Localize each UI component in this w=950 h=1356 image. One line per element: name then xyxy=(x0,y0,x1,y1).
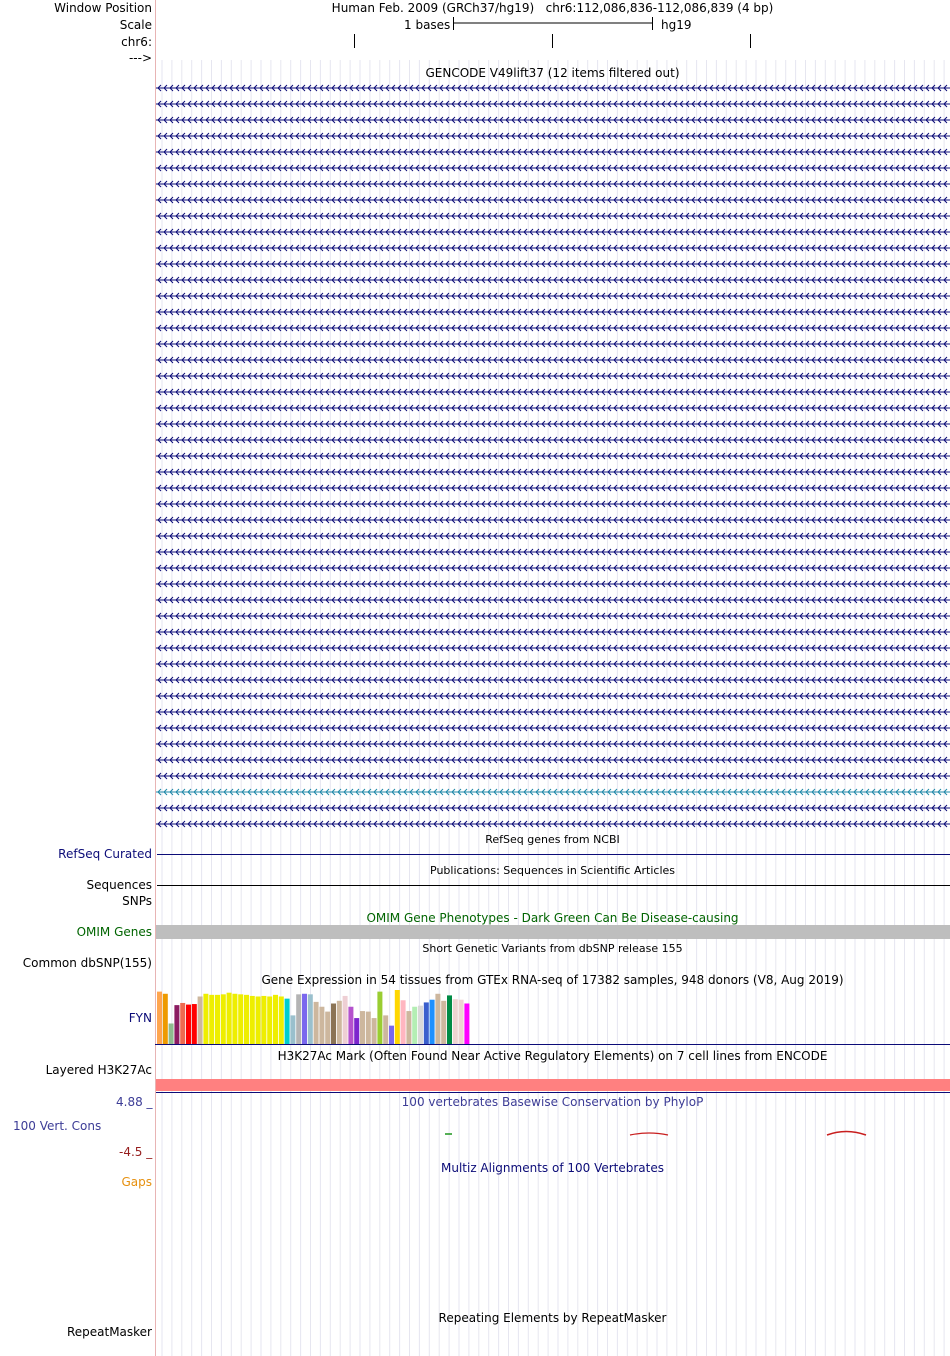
gtex-tissue-bar xyxy=(418,1006,423,1044)
gtex-tissue-bar xyxy=(221,994,226,1044)
gencode-transcript[interactable] xyxy=(156,498,950,510)
gtex-tissue-bar xyxy=(203,994,208,1044)
gtex-tissue-bar xyxy=(279,996,284,1044)
gencode-transcript[interactable] xyxy=(156,402,950,414)
gencode-transcript[interactable] xyxy=(156,546,950,558)
gencode-transcript[interactable] xyxy=(156,818,950,830)
phylop-mark-4 xyxy=(827,1132,866,1136)
gtex-tissue-bar xyxy=(360,1011,365,1044)
h3k27ac-title: H3K27Ac Mark (Often Found Near Active Regulatory Elements) on 7 cell lines from ENCODE xyxy=(277,1049,828,1063)
gtex-tissue-bar xyxy=(464,1004,469,1045)
gtex-label[interactable]: FYN xyxy=(128,1011,152,1025)
gtex-tissue-bar xyxy=(186,1005,191,1044)
phylop-mark-3 xyxy=(630,1133,668,1135)
gtex-tissue-bar xyxy=(261,996,266,1044)
h3k27ac-baseline xyxy=(156,1092,950,1093)
gencode-transcript[interactable] xyxy=(156,722,950,734)
scale-assembly: hg19 xyxy=(661,18,692,32)
gencode-transcript[interactable] xyxy=(156,642,950,654)
gencode-transcript[interactable] xyxy=(156,274,950,286)
gtex-tissue-bar xyxy=(163,994,168,1044)
scale-label: Scale xyxy=(119,18,152,32)
chrom-label: chr6: xyxy=(121,35,152,49)
gencode-transcript[interactable] xyxy=(156,530,950,542)
position-tick xyxy=(354,34,355,48)
snps-label[interactable]: SNPs xyxy=(122,894,152,908)
gtex-tissue-bar xyxy=(273,995,278,1044)
gtex-tissue-bar xyxy=(296,994,301,1044)
gencode-transcript[interactable] xyxy=(156,258,950,270)
position-tick xyxy=(750,34,751,48)
gencode-transcript[interactable] xyxy=(156,706,950,718)
gencode-transcript[interactable] xyxy=(156,626,950,638)
window-position-text: Human Feb. 2009 (GRCh37/hg19) chr6:112,086,836-112,086,839 (4 bp) xyxy=(331,1,774,15)
refseq-line xyxy=(157,854,950,855)
gencode-transcript[interactable] xyxy=(156,434,950,446)
gencode-transcript[interactable] xyxy=(156,674,950,686)
gtex-tissue-bar xyxy=(430,1000,435,1044)
gtex-tissue-bar xyxy=(157,992,162,1044)
gencode-transcript[interactable] xyxy=(156,210,950,222)
gencode-transcript[interactable] xyxy=(156,162,950,174)
gencode-title: GENCODE V49lift37 (12 items filtered out) xyxy=(425,66,680,80)
gtex-tissue-bar xyxy=(395,990,400,1044)
gencode-transcript[interactable] xyxy=(156,98,950,110)
gtex-tissue-bar xyxy=(424,1002,429,1044)
publications-label[interactable]: Sequences xyxy=(86,878,152,892)
gtex-tissue-bar xyxy=(232,994,237,1044)
gtex-tissue-bar xyxy=(325,1012,330,1044)
publications-line xyxy=(157,885,950,886)
gencode-transcript[interactable] xyxy=(156,578,950,590)
gencode-transcript[interactable] xyxy=(156,482,950,494)
gtex-tissue-bar xyxy=(169,1023,174,1044)
gencode-transcript[interactable] xyxy=(156,610,950,622)
window-position-label: Window Position xyxy=(54,1,152,15)
gencode-transcript[interactable] xyxy=(156,786,950,798)
multiz-title: Multiz Alignments of 100 Vertebrates xyxy=(440,1161,665,1175)
scale-bar xyxy=(450,16,660,36)
gtex-tissue-bar xyxy=(227,993,232,1044)
omim-title: OMIM Gene Phenotypes - Dark Green Can Be Disease-causing xyxy=(366,911,739,925)
publications-title: Publications: Sequences in Scientific Articles xyxy=(430,864,675,877)
gencode-transcript[interactable] xyxy=(156,450,950,462)
gencode-transcript[interactable] xyxy=(156,418,950,430)
gencode-transcript[interactable] xyxy=(156,370,950,382)
gtex-tissue-bar xyxy=(331,1004,336,1045)
gtex-tissue-bar xyxy=(319,1007,324,1044)
gencode-transcript[interactable] xyxy=(156,130,950,142)
gencode-transcript[interactable] xyxy=(156,562,950,574)
gencode-transcript[interactable] xyxy=(156,658,950,670)
gtex-tissue-bar xyxy=(412,1007,417,1044)
gtex-title: Gene Expression in 54 tissues from GTEx RNA-seq of 17382 samples, 948 donors (V8, Aug 2019) xyxy=(261,973,844,987)
gencode-transcript[interactable] xyxy=(156,242,950,254)
refseq-title: RefSeq genes from NCBI xyxy=(485,833,620,846)
gtex-bar-chart[interactable] xyxy=(155,988,950,1048)
gtex-tissue-bar xyxy=(354,1018,359,1044)
gencode-transcript[interactable] xyxy=(156,466,950,478)
gencode-transcript[interactable] xyxy=(156,354,950,366)
gtex-tissue-bar xyxy=(459,1000,464,1044)
gencode-transcript[interactable] xyxy=(156,770,950,782)
gtex-tissue-bar xyxy=(302,994,307,1044)
conservation-min-label: -4.5 _ xyxy=(119,1145,153,1159)
gencode-transcript[interactable] xyxy=(156,594,950,606)
gtex-tissue-bar xyxy=(180,1003,185,1044)
repeatmasker-label[interactable]: RepeatMasker xyxy=(66,1325,152,1339)
gtex-tissue-bar xyxy=(215,995,220,1044)
gtex-tissue-bar xyxy=(174,1005,179,1044)
gtex-tissue-bar xyxy=(401,1000,406,1044)
gtex-tissue-bar xyxy=(343,996,348,1044)
omim-label[interactable]: OMIM Genes xyxy=(76,925,152,939)
refseq-label[interactable]: RefSeq Curated xyxy=(58,847,152,861)
gtex-tissue-bar xyxy=(366,1012,371,1044)
strand-label: ---> xyxy=(128,51,152,65)
gtex-tissue-bar xyxy=(198,996,203,1044)
gtex-tissue-bar xyxy=(256,996,261,1044)
gtex-tissue-bar xyxy=(314,1002,319,1044)
conservation-title: 100 vertebrates Basewise Conservation by PhyloP xyxy=(401,1095,704,1109)
position-tick xyxy=(552,34,553,48)
dbsnp-label[interactable]: Common dbSNP(155) xyxy=(22,956,152,970)
gencode-transcript[interactable] xyxy=(156,306,950,318)
h3k27ac-label[interactable]: Layered H3K27Ac xyxy=(45,1063,152,1077)
gencode-transcript[interactable] xyxy=(156,514,950,526)
gtex-tissue-bar xyxy=(447,995,452,1044)
gtex-tissue-bar xyxy=(267,996,272,1044)
gtex-tissue-bar xyxy=(290,1015,295,1044)
gtex-tissue-bar xyxy=(337,1001,342,1044)
gencode-transcript[interactable] xyxy=(156,754,950,766)
gencode-transcript[interactable] xyxy=(156,738,950,750)
gtex-tissue-bar xyxy=(209,995,214,1044)
gencode-transcript[interactable] xyxy=(156,178,950,190)
gencode-transcript[interactable] xyxy=(156,802,950,814)
gtex-tissue-bar xyxy=(435,994,440,1044)
dbsnp-title: Short Genetic Variants from dbSNP release 155 xyxy=(422,942,683,955)
gtex-tissue-bar xyxy=(372,1018,377,1044)
gtex-tissue-bar xyxy=(383,1015,388,1044)
gencode-transcript[interactable] xyxy=(156,146,950,158)
gtex-tissue-bar xyxy=(453,999,458,1044)
gtex-tissue-bar xyxy=(406,1011,411,1044)
gtex-tissue-bar xyxy=(250,996,255,1044)
gencode-transcript[interactable] xyxy=(156,322,950,334)
gencode-transcript[interactable] xyxy=(156,690,950,702)
scale-text: 1 bases xyxy=(404,18,451,32)
gtex-tissue-bar xyxy=(348,1007,353,1044)
conservation-plot[interactable] xyxy=(155,1120,950,1150)
repeatmasker-title: Repeating Elements by RepeatMasker xyxy=(438,1311,667,1325)
gencode-transcript[interactable] xyxy=(156,114,950,126)
conservation-label[interactable]: 100 Vert. Cons xyxy=(13,1119,102,1133)
gtex-tissue-bar xyxy=(192,1004,197,1044)
gtex-tissue-bar xyxy=(441,1001,446,1044)
omim-bar[interactable] xyxy=(156,925,950,939)
gencode-transcript[interactable] xyxy=(156,226,950,238)
gtex-tissue-bar xyxy=(308,994,313,1044)
h3k27ac-bar[interactable] xyxy=(156,1079,950,1091)
gtex-tissue-bar xyxy=(244,995,249,1044)
conservation-max-label: 4.88 _ xyxy=(116,1095,153,1109)
gencode-transcript[interactable] xyxy=(156,82,950,94)
gencode-transcript[interactable] xyxy=(156,338,950,350)
gaps-label[interactable]: Gaps xyxy=(121,1175,152,1189)
gtex-tissue-bar xyxy=(377,992,382,1044)
gencode-transcript[interactable] xyxy=(156,290,950,302)
gtex-tissue-bar xyxy=(389,1026,394,1044)
gtex-tissue-bar xyxy=(238,994,243,1044)
gtex-tissue-bar xyxy=(285,999,290,1044)
gencode-transcript[interactable] xyxy=(156,386,950,398)
gencode-transcript[interactable] xyxy=(156,194,950,206)
